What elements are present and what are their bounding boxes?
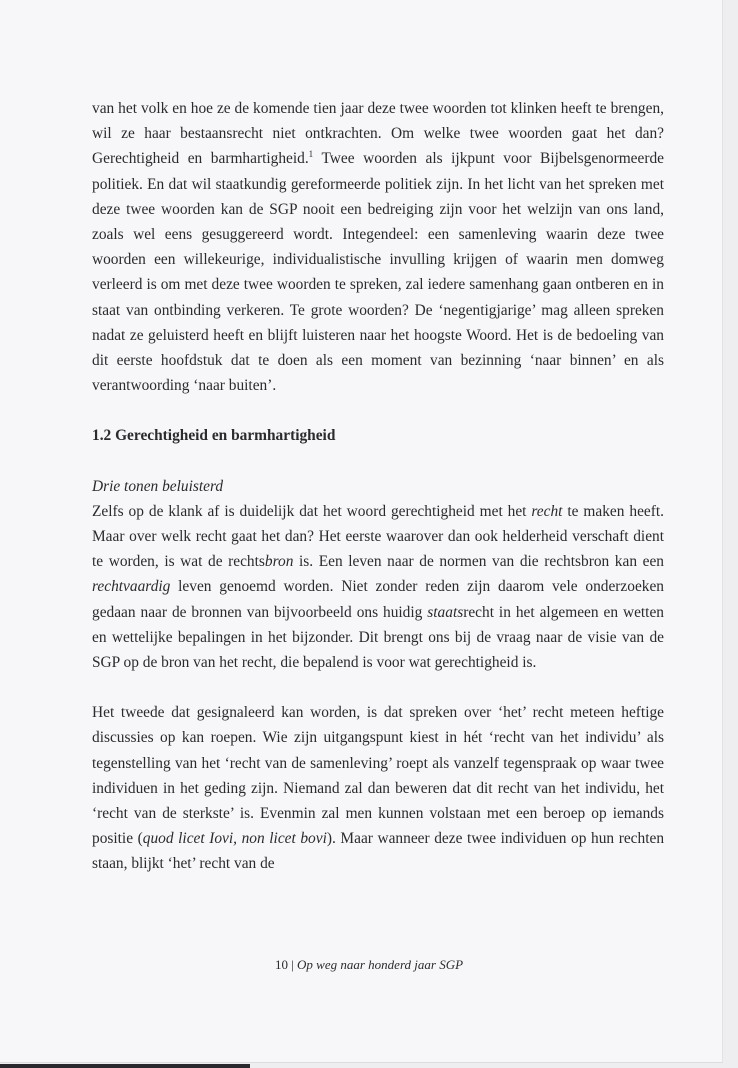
footer-separator: |: [287, 957, 298, 972]
page-footer: [0, 957, 738, 973]
paragraph-2-emphasis-2: bron: [264, 553, 294, 571]
paragraph-3-text-2: ). Maar wanneer deze twee individuen op hun rechten staan, blijkt ‘het’ recht van de: [92, 830, 665, 873]
page-number: 10: [274, 957, 288, 972]
paragraph-3: [92, 700, 664, 876]
paragraph-2-text-1: Zelfs op de klank af is duidelijk dat het woord gerechtigheid met het: [92, 502, 532, 520]
paragraph-1-text-b: Twee woorden als ijkpunt voor Bijbelsgenormeerde politiek. En dat wil staatkundig gereformeerde politiek zijn. In het licht van het spreken met deze twee woorden kan de SGP nooit een bedreiging zijn voor het welzijn van ons land, zoals wel eens gesuggereerd wordt. Integendeel: een samenleving waarin deze twee woorden een willekeurige, individualistische invulling krijgen of waarin men domweg verleerd is om met deze twee woorden te spreken, zal iedere samenhang gaan ontberen en in staat van ontbinding verkeren. Te grote woorden? De ‘negentigjarige’ mag alleen spreken nadat ze geluisterd heeft en blijft luisteren naar het hoogste Woord. Het is de bedoeling van dit eerste hoofdstuk dat te doen als een moment van bezinning ‘naar binnen’ en als verantwoording ‘naar buiten’.: [92, 150, 664, 395]
paragraph-3-text-1: Het tweede dat gesignaleerd kan worden, is dat spreken over ‘het’ recht meteen heftige discussies op kan roepen. Wie zijn uitgangspunt kiest in hét ‘recht van het individu’ als tegenstelling van het ‘recht van de samenleving’ roept als vanzelf tegenspraak op waar twee individuen in het geding zijn. Niemand zal dan beweren dat dit recht van het individu, het ‘recht van de sterkste’ is. Evenmin zal men kunnen volstaan met een beroep op iemands positie (: [92, 704, 664, 848]
footnote-marker: 1: [308, 149, 314, 160]
paragraph-2-emphasis-1: recht: [531, 502, 563, 520]
subheading: Drie tonen beluisterd: [92, 477, 224, 495]
paragraph-2: [92, 499, 664, 675]
book-title: Op weg naar honderd jaar SGP: [297, 957, 464, 972]
section-heading: 1.2 Gerechtigheid en barmhartigheid: [92, 427, 336, 445]
paragraph-1: [92, 96, 664, 398]
paragraph-3-emphasis-1: quod licet Iovi, non licet bovi: [142, 830, 327, 848]
paragraph-2-text-5: recht in het algemeen en wetten en wettelijke bepalingen in het bijzonder. Dit brengt ons bij de vraag naar de visie van de SGP op de bron van het recht, die bepalend is voor wat gerechtigheid is.: [92, 603, 664, 672]
page-content: [92, 96, 664, 877]
paragraph-2-text-2: te maken heeft. Maar over welk recht gaat het dan? Het eerste waarover dan ook helderheid verschaft dient te worden, is wat de rechts: [92, 502, 664, 571]
paragraph-2-text-4: leven genoemd worden. Niet zonder reden zijn daarom vele onderzoeken gedaan naar de bronnen van bijvoorbeeld ons huidig: [92, 578, 664, 621]
paragraph-2-emphasis-3: rechtvaardig: [92, 578, 171, 596]
paragraph-1-text-a: van het volk en hoe ze de komende tien jaar deze twee woorden tot klinken heeft te brengen, wil ze haar bestaansrecht niet ontkrachten. Om welke twee woorden gaat het dan? Gerechtigheid en barmhartigheid.: [92, 100, 664, 168]
paragraph-2-emphasis-4: staats: [427, 603, 464, 621]
paragraph-2-text-3: is. Een leven naar de normen van die rechtsbron kan een: [293, 553, 664, 571]
